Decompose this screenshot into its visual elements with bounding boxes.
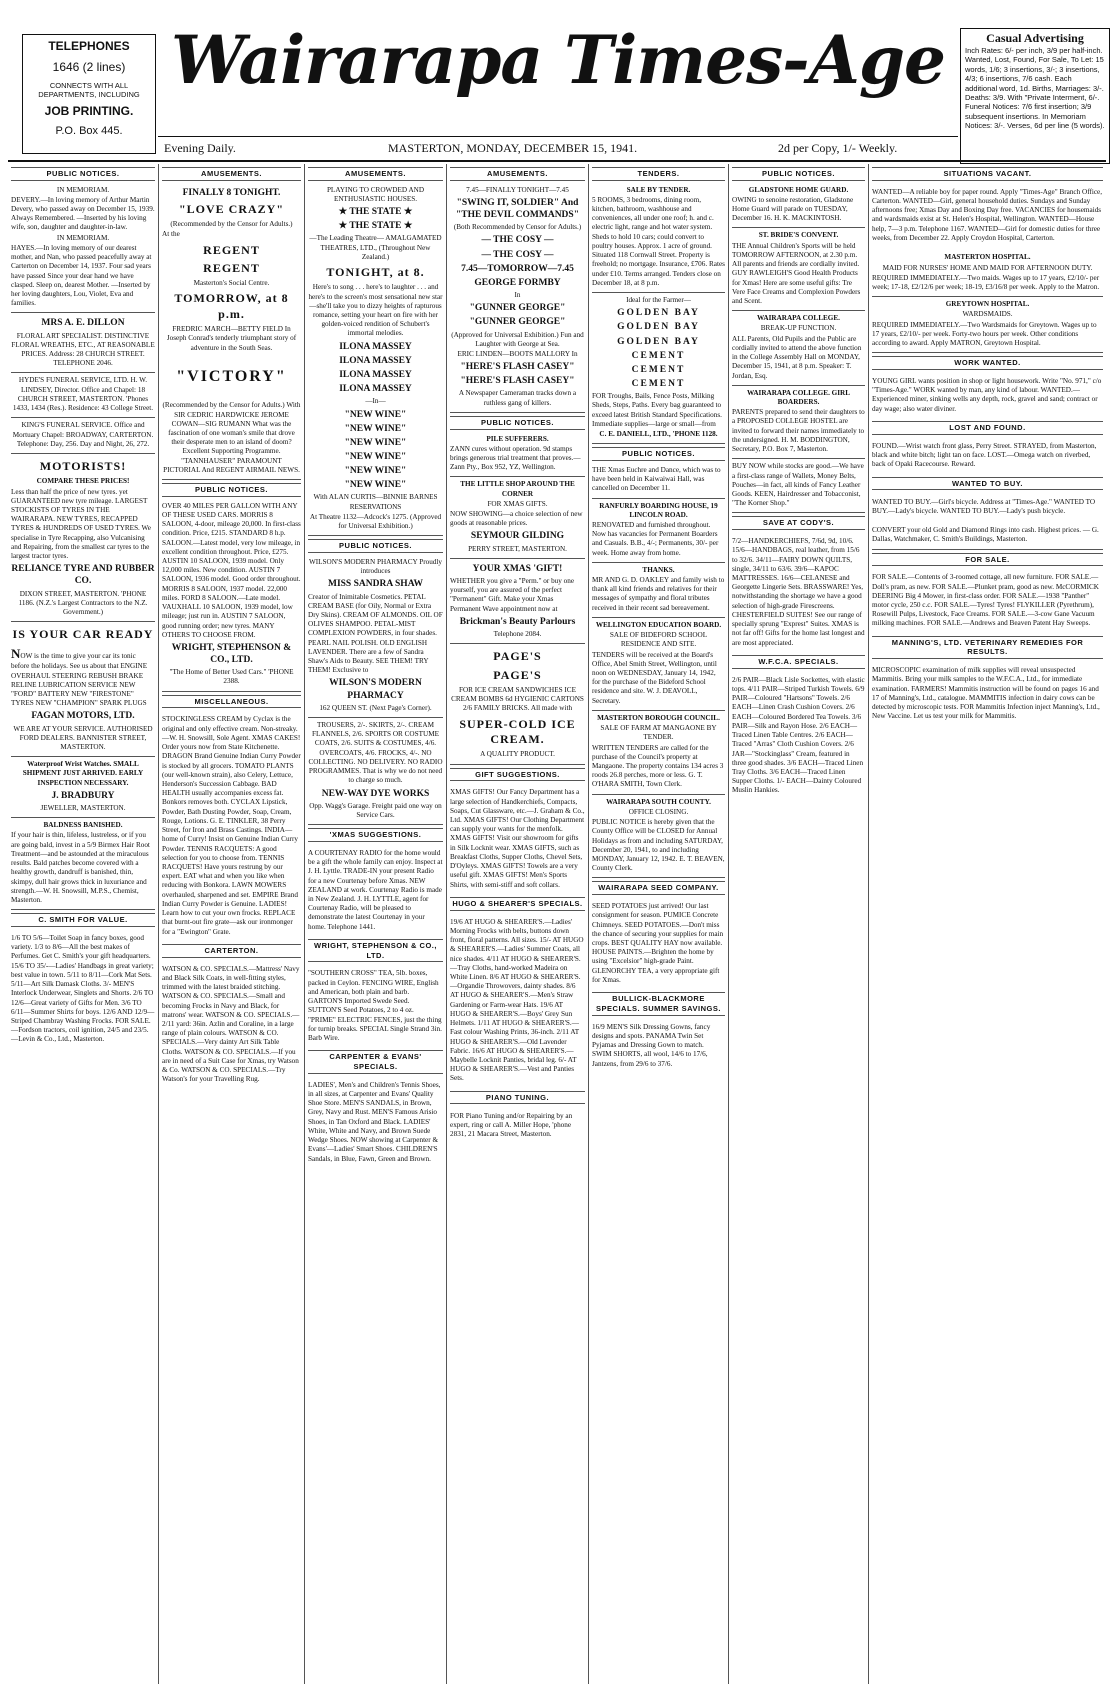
ad-text: FOUND.—Wrist watch front glass, Perry Street. STRAYED, from Masterton, black and white bitch; light tan on face. LOST.—Omega watch on riverbed, back of Opaki Racecourse. Reward. bbox=[872, 441, 1097, 469]
ad-title: SALE BY TENDER. bbox=[626, 185, 691, 194]
piles-ad bbox=[450, 432, 585, 478]
ad-subtitle: BREAK-UP FUNCTION. bbox=[760, 324, 837, 333]
bradbury-ad bbox=[11, 757, 155, 818]
column-6 bbox=[728, 164, 868, 1684]
ad-text: STOCKINGLESS CREAM by Cyclax is the original and only effective cream. Non-streaky.—W. H. Snowsill, Sole Agent. XMAS CAKES! Order yours now from State Kitchenette. DRAGON Brand Genuine Indian Curry Powder is stocked by all grocers. TOMATO PLANTS (our well-known strain), also Celery, Lettuce, Henderson's Succession Cabbage. BAD HEALTH usually accompanies excess fat. Bonkors removes both. CYCLAX Lipstick, Powder, Bath Dusting Powder, Soap, Cream, Rouge, Lotions. G. E. TINKLER, 38 Perry Street, for Iron and Brass Castings. INDIA—home of Curry! Insist on Genuine Indian Curry Powder. TENNIS RACQUETS: A good selection for you to choose from. TENNIS RACQUETS! Have yours restrung by our expert. EAT what and when you like when reducing with Bonkora. LAWN MOWERS overhauled, sharpened and set. EMPIRE Brand Indian Curry Powder is Genuine. LADIES! Learn how to cut your own frocks. REPLACE that burnt-out fire grate—ask our ironmonger for a "Ewington" Grate. bbox=[162, 715, 301, 936]
film-title: "NEW WINE" bbox=[344, 423, 407, 434]
ad-text: If your hair is thin, lifeless, lustreless, or if you are going bald, invest in a 5/9 Birmex Hair Root Treatment—and be astounded at the miraculous results. Bald patches become covered with a healthy growth, dandruff is banished, thin, skimpy, dull hair grows thick in luxuriance and strength.—W. H. Snowsill, M.P.S., Chemist, Masterton. bbox=[11, 831, 150, 904]
ad-text: WILSON'S MODERN PHARMACY Proudly introduces bbox=[308, 557, 442, 576]
star-name: ILONA MASSEY bbox=[339, 384, 412, 395]
ad-title: WELLINGTON EDUCATION BOARD. bbox=[595, 620, 722, 629]
section-heading: PUBLIC NOTICES. bbox=[162, 483, 301, 497]
ad-text: NOW SHOWING—a choice selection of new goods at reasonable prices. bbox=[450, 510, 583, 528]
ad-text: Telephone 2084. bbox=[493, 630, 542, 639]
ad-text: CONVERT your old Gold and Diamond Rings into cash. Highest prices. — G. Dallas, Watchmaker, C. Smith's Buildings, Masterton. bbox=[872, 526, 1099, 544]
ad-text: ZANN cures without operation. 9d stamps brings generous trial treatment that proves.—Zann Pty., Box 952, YZ, Wellington. bbox=[450, 444, 581, 472]
ad-title: YOUR XMAS 'GIFT! bbox=[472, 563, 563, 574]
ad-title: J. BRADBURY bbox=[51, 790, 115, 801]
ad-text: PLAYING TO CROWDED AND ENTHUSIASTIC HOUSES. bbox=[326, 185, 425, 203]
baldness-ad bbox=[11, 818, 155, 910]
ad-text: NOW is the time to give your car its tonic before the holidays. See us about that ENGINE OVERHAUL STEERING REBUSH BRAKE RELINE LUBRICATION SERVICE NEW "FORD" BATTERY NEW "FIRESTONE" TYRES NEW "CHAMPION" SPARK PLUGS bbox=[11, 645, 148, 708]
memoriam-title: IN MEMORIAM. bbox=[56, 185, 110, 194]
ad-title: BALDNESS BANISHED. bbox=[43, 821, 123, 830]
sale-by-tender-ad bbox=[592, 183, 725, 293]
ad-text: MR AND G. D. OAKLEY and family wish to thank all kind friends and relatives for their messages of sympathy and floral tributes received in their recent sad bereavement. bbox=[592, 576, 725, 612]
ad-text: (Recommended by the Censor for Adults.) With SIR CEDRIC HARDWICKE JEROME COWAN—SIG RUMANN What was the fascination of one woman's smile that drove their desperate men to an island of doom? Excellent Supporting Programme. "TANNHAUSER" PARAMOUNT PICTORIAL And REGENT AIRMAIL NEWS. bbox=[162, 401, 301, 474]
ad-title: SUPER-COLD ICE CREAM. bbox=[459, 716, 576, 746]
cement-ad bbox=[592, 293, 725, 444]
ad-text: A COURTENAY RADIO for the home would be a gift the whole family can enjoy. Inspect at J. H. Lyttle. TRADE-IN your present Radio for a new Courtenay before Xmas. NEW ZEALAND at work. Courtenay Radio is made in New Zealand. J. H. LYTTLE, agent for Courtenay Radio, will be pleased to demonstrate the latest Courtenay in your home. Telephone 1441. bbox=[308, 848, 443, 931]
ad-text: Masterton's Social Centre. bbox=[193, 279, 270, 288]
film-title: "NEW WINE" bbox=[344, 451, 407, 462]
column-2 bbox=[158, 164, 304, 1684]
ad-text: BUY NOW while stocks are good.—We have a first-class range of Wallets, Money Belts, Pouches—in fact, all kinds of Fancy Leather Goods. KEEN, Hairdresser and Tobacconist, "The Korner Shop." bbox=[732, 462, 864, 508]
column-4 bbox=[446, 164, 588, 1684]
ad-text: "The Home of Better Used Cars." 'PHONE 2388. bbox=[169, 668, 294, 686]
section-heading: WANTED TO BUY. bbox=[872, 477, 1103, 491]
ad-title: MISS SANDRA SHAW bbox=[327, 579, 424, 590]
ad-text: TENDERS will be received at the Board's Office, Abel Smith Street, Wellington, until noon on WEDNESDAY, January 14, 1942, for the purchase of the Bideford School residence and site. W. J. DEAVOLL, Secretary. bbox=[592, 650, 717, 705]
ad-text: PERRY STREET, MASTERTON. bbox=[468, 544, 567, 553]
ad-title: WAIRARAPA SOUTH COUNTY. bbox=[606, 797, 711, 806]
censor-note: (Both Recommended by Censor for Adults.) bbox=[453, 223, 582, 232]
ad-text: 7/2—HANDKERCHIEFS, 7/6d, 9d, 10/6. 15/6—HANDBAGS, real leather, from 15/6 to 32/6. 34/11—FAIRY DOWN QUILTS, single, 34/11 to 63/6. 39/6—KAPOC MATTRESSES. 16/6—CELANESE and Georgette Lingerie Sets. BRASSWARE! Yes, notwithstanding the shortage we have a good selection of high-grade Firescreens. CHESTERFIELD SUITES! See our range of specially sprung "Exprest" Suites. XMAS is not far off! Gifts for the home last longest and are most appreciated. bbox=[732, 537, 865, 647]
ad-text: 2/6 PAIR—Black Lisle Sockettes, with elastic tops. 4/11 PAIR—Striped Turkish Towels. 6/9 PAIR—Coloured "Hartsons" Towels. 2/6 EACH—Linen Crash Cushion Covers. 2/6 EACH—Coloured Bordered Tea Towels. 3/6 PAIR—Silk and Rayon Hose. 2/6 EACH—Traced Linen Table Centres. 2/6 EACH—Traced "Arras" Cloth Cushion Covers. 2/6 JAR—"Stockinglass" Cream, featured in three good shades. 3/6 EACH—Traced Linen Tray Cloths. 3/6 EACH—Traced Linen Supper Cloths. 1/- EACH—Dainty Coloured Muslin Hankies. bbox=[732, 675, 865, 795]
greytown-hospital-ad bbox=[872, 297, 1103, 353]
section-heading: FOR SALE. bbox=[872, 553, 1103, 567]
star-name: ILONA MASSEY bbox=[339, 341, 412, 352]
ad-text: KING'S FUNERAL SERVICE. Office and Mortuary Chapel: BROADWAY, CARTERTON. Telephone: Day, 256. Day and Night, 26, 272. bbox=[12, 421, 154, 448]
telephones-heading: TELEPHONES bbox=[48, 39, 130, 53]
ad-title: TOMORROW, at 8 p.m. bbox=[174, 291, 289, 321]
censor-note: (Recommended by the Censor for Adults.) bbox=[170, 220, 293, 229]
ad-text: RENOVATED and furnished throughout. Now has vacancies for Permanent Boarders and Casuals. B.B., 4/-; Permanents, 30/- per week. Home away from home. bbox=[592, 520, 719, 557]
ad-title: MRS A. E. DILLON bbox=[41, 318, 125, 329]
ad-text: 16/9 MEN'S Silk Dressing Gowns, fancy designs and spots. PANAMA Twin Set Pyjamas and Dressing Gown to match. SWIM SHORTS, all wool, 14/6 to 17/6, Jantzens, from 29/6 to 37/6. bbox=[592, 1022, 711, 1068]
ad-text: 19/6 AT HUGO & SHEARER'S.—Ladies' Morning Frocks with belts, buttons down front, floral patterns. All sizes. 15/- AT HUGO & SHEARER'S.—Ladies' Summer Coats, all nice shades. 4/11 AT HUGO & SHEARER'S.—Tray Cloths, hand-worked Madeira on White Linen. 8/6 AT HUGO & SHEARER'S.—Organdie Throwovers, dainty shades. 8/6 AT HUGO & SHEARER'S.—Men's Straw Gardening or Farm-wear Hats. 19/6 AT HUGO & SHEARER'S.—Boys' Grey Sun Helmets. 1/11 AT HUGO & SHEARER'S.—Fast colour Washing Prints, 36-inch. 2/11 AT HUGO & SHEARER'S.—Old Lavender Fabric. 16/6 AT HUGO & SHEARER'S.—Maybelle Locknit Panties, bridal leg. 6/- AT HUGO & SHEARER'S.—Vest and Panties Sets. bbox=[450, 917, 584, 1083]
ad-subtitle: SALE OF FARM AT MANGAONE BY TENDER. bbox=[600, 724, 717, 742]
education-board-ad bbox=[592, 618, 725, 711]
dillon-ad bbox=[11, 313, 155, 373]
ad-title: 7.45—TOMORROW—7.45 bbox=[461, 263, 574, 274]
ad-title: PAGE'S bbox=[493, 649, 542, 664]
ad-title: MASTERTON HOSPITAL. bbox=[944, 253, 1031, 262]
ad-text: WANTED TO BUY.—Girl's bicycle. Address at "Times-Age." WANTED TO BUY.—Lady's bicycle. WANTED TO BUY.—Lady's push bicycle. bbox=[872, 497, 1096, 515]
ad-title: RELIANCE TYRE AND RUBBER CO. bbox=[11, 564, 155, 587]
ad-text: Ideal for the Farmer— bbox=[626, 296, 691, 304]
ad-text: MICROSCOPIC examination of milk supplies will reveal unsuspected Mammitis. Bring your milk samples to the W.F.C.A., Ltd., for immediate examination. FARMERS! Mammitis instruction will be found on pages 16 and 17 of Manning's, Ltd., catalogue. MAMMITIS infection in dairy cows can be detected by microscopic tests. FOR Mammitis Infection inject Manning's, Ltd., New Vaccine. Let us test your milk for Mammitis. bbox=[872, 666, 1100, 721]
section-heading: SAVE AT CODY'S. bbox=[732, 516, 865, 530]
wilsons-ad bbox=[308, 555, 443, 718]
section-heading: LOST AND FOUND. bbox=[872, 421, 1103, 435]
theatre-name: ★ THE STATE ★ bbox=[338, 207, 413, 218]
film-title: "NEW WINE" bbox=[344, 480, 407, 491]
memoriam-text: DEVERY.—In loving memory of Arthur Martin Devery, who passed away on December 15, 1939. Always Remembered. —Inserted by his loving wife, son, daughter and daughter-in-law. bbox=[11, 195, 155, 232]
column-heading: AMUSEMENTS. bbox=[450, 167, 585, 181]
ad-text: XMAS GIFTS! Our Fancy Department has a large selection of Handkerchiefs, Compacts, Soaps, Cut Glassware, etc.—J. Graham & Co., Ltd. XMAS GIFTS! Our Clothing Department can supply your wants for the menfolk. XMAS GIFTS! Visit our showroom for gifts in Silk Locknit wear. XMAS GIFTS, such as Breakfast Cloths, Supper Cloths, Chevel Sets, D'Oyleys. XMAS GIFTS! Towels are a very useful gift. XMAS GIFTS! Men's Sports Shirts, with semi-stiff and soft collars. bbox=[450, 788, 585, 889]
ad-text: YOUNG GIRL wants position in shop or light housework. Write "No. 971," c/o "Times-Age." WORK wanted by man, any kind of labour. WANTED.—Experienced miner, sinking wells any depth, rock, gravel and sand; contract or day wage; also water diviner. bbox=[872, 377, 1102, 413]
ad-subtitle: SALE OF BIDEFORD SCHOOL RESIDENCE AND SITE. bbox=[609, 631, 708, 649]
ad-title: WAIRARAPA COLLEGE. bbox=[757, 314, 840, 323]
casual-heading: Casual Advertising bbox=[986, 31, 1084, 45]
film-title: "NEW WINE" bbox=[344, 409, 407, 420]
ad-title: GLADSTONE HOME GUARD. bbox=[748, 185, 849, 194]
ad-text: THE Annual Children's Sports will be held TOMORROW AFTERNOON, at 2.30 p.m. All parents and friends are cordially invited. GUY RAWLEIGH'S Good Health Products for Xmas! Here are some useful gifts: Tre Vere Face Creams and Complexion Powders and Scent. bbox=[732, 241, 861, 305]
ad-text: FOR SALE.—Contents of 3-roomed cottage, all new furniture. FOR SALE.—Doll's pram, as new. FOR SALE.—Plunket pram, good as new. McCORMICK DEERING Big 4 Mower, in first-class order. FOR SALE.—1938 "Panther" motor cycle, 250 c.c. FOR SALE.—Tyres! Tyres! FLYKILLER (Pyrethrum), Rosewill Pulps, Livestock, Face Creams. FOR SALE.—3-cow Gane Vacuum milking machines. FOR SALE.—Andrews and Beaven Patent Hay Sweeps. bbox=[872, 573, 1099, 628]
telephones-line: 1646 (2 lines) bbox=[52, 60, 126, 74]
motorists-ad bbox=[11, 454, 155, 622]
theatre-name: ★ THE STATE ★ bbox=[338, 221, 413, 232]
ad-subtitle: Waterproof Wrist Watches. SMALL SHIPMENT JUST ARRIVED. EARLY INSPECTION NECESSARY. bbox=[22, 760, 144, 787]
section-heading: MISCELLANEOUS. bbox=[162, 695, 301, 709]
ad-title: GOLDEN BAY bbox=[617, 308, 700, 319]
cosy-ad bbox=[450, 183, 585, 413]
ad-text: PARENTS prepared to send their daughters to a PROPOSED COLLEGE HOSTEL are invited to forward their names immediately to the undersigned. H. M. BODDINGTON, Secretary, P.O. Box 7, Masterton. bbox=[732, 408, 865, 454]
column-heading: AMUSEMENTS. bbox=[308, 167, 443, 181]
ad-text: JEWELLER, MASTERTON. bbox=[40, 804, 126, 812]
edition-line bbox=[158, 136, 958, 159]
column-heading: AMUSEMENTS. bbox=[162, 167, 301, 181]
ad-title: GREYTOWN HOSPITAL. bbox=[945, 300, 1030, 309]
ad-text: Here's to song . . . here's to laughter . . . and here's to the screen's most sensational new star—she'll take you to dizzy heights of rapturous romance, setting your heart on fire with her golden-voiced rendition of Schubert's immortal melodies. bbox=[308, 283, 443, 338]
ad-text: SEED POTATOES just arrived! Our last consignment for season. PUMICE Concrete Chimneys. SEED POTATOES.—Don't miss the chance of securing your supplies for main crops. BEST QUALITY HAY now available. HOUSE PAINTS.—Brighten the home by using "Excelsior" high-grade Paint. GLENORCHY TEA, a very appropriate gift for Xmas. bbox=[592, 902, 724, 984]
film-title: "SWING IT, SOLDIER" And "THE DEVIL COMMANDS" bbox=[456, 197, 579, 220]
ad-title: THANKS. bbox=[642, 565, 675, 574]
section-heading: MANNING'S, LTD. VETERINARY REMEDIES FOR RESULTS. bbox=[872, 636, 1103, 659]
ad-text: With ALAN CURTIS—BINNIE BARNES RESERVATIONS bbox=[313, 493, 438, 511]
hyde-ad bbox=[11, 373, 155, 418]
ad-text: HYDE'S FUNERAL SERVICE, LTD. H. W. LINDSEY, Director. Office and Chapel: 18 CHURCH STREET, MASTERTON. 'Phones 1433, 1434 (Res.). Residence: 43 College Street. bbox=[12, 376, 154, 413]
telephones-connects: CONNECTS WITH ALL DEPARTMENTS, INCLUDING bbox=[38, 81, 140, 100]
ad-text: REQUIRED IMMEDIATELY.—Two Wardsmaids for Greytown. Wages up to 17 years, £2/10/- per week. Forty-two hours per week. Other conditions according to award. Apply MATRON, Greytown Hospital. bbox=[872, 320, 1097, 348]
ad-title: WRIGHT, STEPHENSON & CO., LTD. bbox=[171, 642, 292, 666]
section-heading: HUGO & SHEARER'S SPECIALS. bbox=[450, 897, 585, 911]
ad-title: FINALLY 8 TONIGHT. bbox=[182, 187, 281, 198]
convent-ad bbox=[732, 228, 865, 311]
ad-title: CEMENT bbox=[631, 379, 686, 389]
dateline: MASTERTON, MONDAY, DECEMBER 15, 1941. bbox=[388, 141, 638, 155]
ad-text: LADIES', Men's and Children's Tennis Shoes, in all sizes, at Carpenter and Evans' Quality Shoe Store. MEN'S SANDALS, in Brown, Grey, Navy and Rust. MEN'S Famous Arisio Shoes, in Tan Oxford and Black. LADIES' White, White and Navy, and Brown Suede Wedge Shoes. NOW showing at Carpenter & Evans'—Ladies' Smart Shoes. CHILDREN'S Sandals, in Blue, Fawn, Green and Brown. bbox=[308, 1080, 441, 1163]
film-title: "GUNNER GEORGE" bbox=[469, 303, 566, 314]
memoriam-title: IN MEMORIAM. bbox=[56, 233, 110, 242]
column-7 bbox=[868, 164, 1106, 1684]
ad-title: CEMENT bbox=[631, 364, 686, 375]
edition: Evening Daily. bbox=[164, 141, 236, 155]
section-heading: C. SMITH FOR VALUE. bbox=[11, 913, 155, 927]
section-heading: PUBLIC NOTICES. bbox=[308, 539, 443, 553]
ad-text: 5 ROOMS, 3 bedrooms, dining room, kitchen, bathroom, washhouse and conveniences, all under one roof; h. and c. electric light, range and hot water system. Sheds to hold 10 cars; could convert to poultry houses. Approx. 1 acre of ground. Situated 118 Cornwall Street. Property is freehold; no mortgage. Insurance, £706. Rates under £10. Terms arranged. Tenders close on December 18, at 8 p.m. bbox=[592, 195, 725, 287]
ad-text: Creator of Inimitable Cosmetics. PETAL CREAM BASE (for Oily, Normal or Extra Dry Skins). CREAM OF ALMONDS. OIL OF OLIVES SHAMPOO. PETAL-MIST COMPLEXION POWDERS, in four shades. PEARL NAIL POLISH. OLD ENGLISH LAVENDER. There are a few of Sandra Shaw's Aids to Beauty. SEE THEM! TRY THEM! Exclusive to bbox=[308, 592, 443, 675]
ad-text: "SOUTHERN CROSS" TEA, 5lb. boxes, packed in Ceylon. FENCING WIRE, English and American, both plain and barb. GARTON'S Imported Swede Seed. SUTTON'S Seed Potatoes, 2 to 4 oz. "PRIME" ELECTRIC FENCES, just the thing for turnip breaks. SPECIAL Single Strand 3in. Barb Wire. bbox=[308, 969, 442, 1042]
ad-title: ST. BRIDE'S CONVENT. bbox=[758, 231, 839, 240]
section-heading: CARTERTON. bbox=[162, 944, 301, 958]
film-title: "GUNNER GEORGE" bbox=[469, 317, 566, 328]
section-heading: 'XMAS SUGGESTIONS. bbox=[308, 828, 443, 842]
section-heading: WAIRARAPA SEED COMPANY. bbox=[592, 881, 725, 895]
ad-subtitle: MAID FOR NURSES' HOME AND MAID FOR AFTERNOON DUTY. bbox=[882, 263, 1093, 272]
ad-text: OWING to senoine restoration, Gladstone Home Guard will parade on TUESDAY, December 16. H. K. MACKINTOSH. bbox=[732, 195, 854, 223]
ad-text: In bbox=[514, 290, 521, 299]
section-heading: PUBLIC NOTICES. bbox=[592, 447, 725, 461]
pages-ad bbox=[450, 644, 585, 764]
kings-ad bbox=[11, 418, 155, 454]
girl-boarders-ad bbox=[732, 386, 865, 460]
section-heading: GIFT SUGGESTIONS. bbox=[450, 768, 585, 782]
column-heading: PUBLIC NOTICES. bbox=[732, 167, 865, 181]
film-title: "HERE'S FLASH CASEY" bbox=[460, 376, 575, 387]
ad-text: FOR Piano Tuning and/or Repairing by an expert, ring or call A. Miller Hope, 'phone 2831, 21 Macara Street, Masterton. bbox=[450, 1111, 573, 1139]
ad-title: RANFURLY BOARDING HOUSE, 19 LINCOLN ROAD. bbox=[599, 501, 718, 519]
college-ad bbox=[732, 311, 865, 386]
gilding-ad bbox=[450, 477, 585, 558]
ad-title: MOTORISTS! bbox=[39, 459, 127, 473]
fagan-ad bbox=[11, 622, 155, 757]
film-title: "NEW WINE" bbox=[344, 437, 407, 448]
star-name: ILONA MASSEY bbox=[339, 369, 412, 380]
ad-title: WAIRARAPA COLLEGE. GIRL BOARDERS. bbox=[746, 388, 851, 406]
ad-text: 162 QUEEN ST. (Next Page's Corner). bbox=[319, 703, 432, 712]
column-1 bbox=[8, 164, 158, 1684]
ad-text: THE Xmas Euchre and Dance, which was to have been held in Kaiwaiwai Hall, was cancelled on December 11. bbox=[592, 465, 721, 493]
ad-text: (Approved for Universal Exhibition.) Fun and Laughter with George at Sea. bbox=[451, 330, 584, 348]
ad-text: WANTED—A reliable boy for paper round. Apply "Times-Age" Branch Office, Carterton. WANTED—Girl, general household duties. Sundays and Sunday afternoons free; Xmas Day and Boxing Day free. VACANCIES for housemaids and wardsmaids exist at St. Helen's Hospital, Wellington. WANTED—House help, 7—3 p.m. Telephone 1167. WANTED—Girl for domestic duties for three weeks, from December 22. Apply Croydon Hospital, Carterton. bbox=[872, 187, 1103, 242]
po-box: P.O. Box 445. bbox=[55, 124, 123, 137]
dye-works-ad bbox=[308, 718, 443, 825]
ad-title: WILSON'S MODERN PHARMACY bbox=[329, 678, 422, 701]
ad-text: WHETHER you give a "Perm." or buy one yourself, you are assured of the perfect "Permanent" Gift. Make your Xmas Permanent Wave appointment now at bbox=[450, 577, 575, 613]
ad-text: WATSON & CO. SPECIALS.—Mattress' Navy and Black Silk Coats, in well-fitting styles, trimmed with the latest braided stitching. WATSON & CO. SPECIALS.—Small and becoming Frocks in Navy and Black, for matrons' wear. WATSON & CO. SPECIALS.—2/11 yard: 36in. Azlin and Coraline, in a large range of plain colours. WATSON & CO. SPECIALS.—Very dainty Art Silk Table Cloths. WATSON & CO. SPECIALS.—If you are in need of a Suit Case for Xmas, try Watson & Co. WATSON & CO. SPECIALS.—Try Watson's for your Travelling Rug. bbox=[162, 964, 300, 1084]
ad-text: At Theatre 1132—Adcock's 1275. (Approved for Universal Exhibition.) bbox=[309, 512, 442, 531]
film-title: "NEW WINE" bbox=[344, 466, 407, 477]
price: 2d per Copy, 1/- Weekly. bbox=[778, 141, 898, 155]
ad-text: DIXON STREET, MASTERTON. 'PHONE 1186. (N.Z.'s Largest Contractors to the N.Z. Government.) bbox=[18, 589, 148, 617]
section-heading: PIANO TUNING. bbox=[450, 1091, 585, 1105]
ad-text: A QUALITY PRODUCT. bbox=[480, 750, 555, 759]
memoriam-text: HAYES.—In loving memory of our dearest mother, and Nan, who passed peacefully away at Carterton on December 14, 1937. Four sad years have passed Since your dear hand we have clasped. Sleep on, dearest Mother. —Inserted by her loving daughters, Lou, Violet, Eva and families. bbox=[11, 243, 152, 308]
ad-text: ALL Parents, Old Pupils and the Public are cordially invited to attend the above function in the College Assembly Hall on MONDAY, December 15, 1941, at 8 p.m. Speaker: T. Jordan, Esq. bbox=[732, 334, 862, 380]
masthead-rule bbox=[8, 160, 1106, 162]
ad-title: NEW-WAY DYE WORKS bbox=[321, 788, 430, 799]
ad-subtitle: COMPARE THESE PRICES! bbox=[36, 477, 130, 486]
dallas-ad bbox=[872, 523, 1103, 549]
column-heading: SITUATIONS VACANT. bbox=[872, 167, 1103, 181]
ad-text: 1/6 TO 5/6—Toilet Soap in fancy boxes, good variety. 1/3 to 8/6—All the best makes of Perfumes. Get C. Smith's your gift headquarters. 15/6 TO 35/-—Ladies' Handbags in great variety; best value in town. 5/11 to 8/11—Cork Mat Sets. 5/11—Art Silk Damask Cloths. 3/- MEN'S Interlock Underwear, Singlets and Shorts. 2/6 TO 12/6—Great variety of Gifts for Men. 3/6 TO 6/11—Summer Shirts for boys. 12/6 AND 12/9—Striped Chambray Washing Frocks. FOR SALE.—Fordson tractors, coil ignition, 24/5 and 23/5.—Levin & Co., Ltd., Masterton. bbox=[11, 933, 155, 1044]
ad-text: FOR Troughs, Bails, Fence Posts, Milking Sheds, Steps, Paths. Every bag guaranteed to exceed latest British Standard Specifications. Immediate supplies—large or small—from bbox=[592, 392, 722, 428]
ad-title: SEYMOUR GILDING bbox=[470, 531, 565, 542]
regent-ad bbox=[162, 183, 301, 480]
ad-text: FOR XMAS GIFTS. bbox=[487, 499, 548, 508]
ad-title: IS YOUR CAR READY bbox=[12, 627, 154, 642]
film-title: "LOVE CRAZY" bbox=[179, 201, 284, 216]
ad-text: WE ARE AT YOUR SERVICE. AUTHORISED FORD DEALERS. BANNISTER STREET, MASTERTON. bbox=[13, 724, 153, 751]
ad-title: Brickman's Beauty Parlours bbox=[459, 616, 576, 627]
theatre-name: — THE COSY — bbox=[481, 249, 554, 260]
ad-text: —In— bbox=[365, 397, 386, 406]
ad-title: GOLDEN BAY bbox=[617, 322, 700, 333]
kaiwai-ad bbox=[592, 463, 725, 499]
star-name: GEORGE FORMBY bbox=[474, 277, 561, 288]
section-heading: WORK WANTED. bbox=[872, 356, 1103, 370]
ad-text: A Newspaper Cameraman tracks down a ruthless gang of killers. bbox=[458, 389, 577, 407]
home-guard-ad bbox=[732, 183, 865, 229]
ad-title: PAGE'S bbox=[493, 667, 542, 682]
county-ad bbox=[592, 795, 725, 879]
theatre-name: REGENT bbox=[203, 242, 260, 257]
column-3 bbox=[304, 164, 446, 1684]
ad-text: FLORAL ART SPECIALIST. DISTINCTIVE FLORAL WREATHS, ETC., AT REASONABLE PRICES. Address: 28 CHURCH STREET. TELEPHONE 2046. bbox=[11, 331, 155, 368]
column-heading: TENDERS. bbox=[592, 167, 725, 181]
ad-title: GOLDEN BAY bbox=[617, 336, 700, 347]
ad-text: —The Leading Theatre— AMALGAMATED THEATRES, LTD., (Throughout New Zealand.) bbox=[309, 234, 442, 261]
ad-subtitle: WARDSMAIDS. bbox=[962, 310, 1013, 319]
ad-text: WRITTEN TENDERS are called for the purchase of the Council's property at Mangaone. The property contains 134 acres 3 roods 26.8 perches, more or less. G. T. O'HARA SMITH, Town Clerk. bbox=[592, 743, 724, 789]
ad-subtitle: OFFICE CLOSING. bbox=[628, 807, 689, 816]
ad-text: 7.45—FINALLY TONIGHT—7.45 bbox=[466, 185, 569, 194]
film-title: "HERE'S FLASH CASEY" bbox=[460, 362, 575, 373]
casual-advertising-box bbox=[960, 28, 1110, 164]
borough-ad bbox=[592, 711, 725, 795]
casual-text: Inch Rates: 6/- per inch, 3/9 per half-inch. Wanted, Lost, Found, For Sale, To Let: 15 words, 1/6; 3 insertions, 3/-; 3 insertions, 4/3; 6 insertions, 7/6 cash. Each additional word, 1d. Births, Marriages: 3/-. Deaths: 3/9. With "Private Interment, 6/-. Funeral Notices: 7/6 first insertion; 3/9 subsequent insertions. In Memoriam Notices: 3/-. Verses, 6d per line (5 words). bbox=[965, 46, 1105, 130]
section-heading: WRIGHT, STEPHENSON & CO., LTD. bbox=[308, 939, 443, 962]
ad-text: ERIC LINDEN—BOOTS MALLORY In bbox=[457, 349, 578, 358]
ad-title: PILE SUFFERERS. bbox=[486, 434, 549, 443]
newspaper-title: Wairarapa Times-Age bbox=[170, 21, 946, 99]
ad-text: OVER 40 MILES PER GALLON WITH ANY OF THESE USED CARS. MORRIS 8 SALOON, 4-door, mileage 20,000. In first-class condition. Price, £215. STANDARD 8 h.p. SALOON.—Latest model, very low mileage, in excellent condition throughout. Price, £275. AUSTIN 10 SALOON, 1939 model. Only 12,000 miles. New condition. AUSTIN 7 SALOON, 1936 model. Good order throughout. MORRIS 8 SALOON, 1937 model. 22,000 miles. FORD 8 SALOON.—Late model. VAUXHALL 10 SALOON, 1939 model, low mileage; just run in. AUSTIN 7 SALOON, good running order; new tyres. MANY OTHERS TO CHOOSE FROM. bbox=[162, 501, 301, 639]
job-printing: JOB PRINTING. bbox=[44, 103, 134, 118]
masthead bbox=[8, 10, 1106, 160]
ad-text: At the bbox=[162, 230, 180, 239]
used-cars-ad bbox=[162, 499, 301, 692]
ad-title: CEMENT bbox=[631, 350, 686, 361]
ad-text: Opp. Wagg's Garage. Freight paid one way on Service Cars. bbox=[309, 801, 442, 819]
ranfurly-ad bbox=[592, 499, 725, 563]
ad-text: TROUSERS, 2/-. SKIRTS, 2/-. CREAM FLANNELS, 2/6. SPORTS OR COSTUME COATS, 2/6. SUITS & COSTUMES, 4/6. OVERCOATS, 4/6. FROCKS, 4/-. NO COLLECTING. NO DELIVERY. NO RADIO PROGRAMMES. That is why we do not need to charge so much. bbox=[308, 721, 443, 785]
thanks-ad bbox=[592, 563, 725, 618]
ad-title: TONIGHT, at 8. bbox=[326, 265, 425, 279]
korner-shop-ad bbox=[732, 459, 865, 513]
column-heading: PUBLIC NOTICES. bbox=[11, 167, 155, 181]
ad-text: REQUIRED IMMEDIATELY.—Two maids. Wages up to 17 years, £2/10/- per week; 17-18, £2/12/6 per week; 18-19, £3/16/8 per week. Apply to the Matron. bbox=[872, 273, 1100, 291]
ad-text: FREDRIC MARCH—BETTY FIELD In Joseph Conrad's tenderly triumphant story of adventure in the South Seas. bbox=[166, 325, 297, 352]
column-5 bbox=[588, 164, 728, 1684]
ad-title: THE LITTLE SHOP AROUND THE CORNER bbox=[460, 480, 575, 498]
theatre-name: REGENT bbox=[203, 260, 260, 275]
section-heading: PUBLIC NOTICES. bbox=[450, 416, 585, 430]
state-ad bbox=[308, 183, 443, 537]
theatre-name: — THE COSY — bbox=[481, 235, 554, 246]
ad-text: PUBLIC NOTICE is hereby given that the County Office will be CLOSED for Annual Holidays as from and including SATURDAY, December 20, 1941, to and including MONDAY, January 12, 1942. E. T. BEAVEN, County Clerk. bbox=[592, 818, 725, 873]
memoriam-ad bbox=[11, 183, 155, 314]
star-name: ILONA MASSEY bbox=[339, 355, 412, 366]
section-heading: CARPENTER & EVANS' SPECIALS. bbox=[308, 1050, 443, 1073]
section-heading: BULLICK-BLACKMORE SPECIALS. SUMMER SAVINGS. bbox=[592, 992, 725, 1015]
brickman-ad bbox=[450, 559, 585, 644]
masterton-hospital-ad bbox=[872, 250, 1103, 297]
section-heading: W.F.C.A. SPECIALS. bbox=[732, 655, 865, 669]
ad-title: FAGAN MOTORS, LTD. bbox=[31, 711, 135, 722]
film-title: "VICTORY" bbox=[176, 367, 287, 385]
ad-title: MASTERTON BOROUGH COUNCIL. bbox=[597, 713, 720, 722]
ad-text: Less than half the price of new tyres. yet GUARANTEED new tyre mileage. LARGEST STOCKISTS OF TYRES IN THE WAIRARAPA. NEW TYRES, RECAPPED TYRES & HUNDREDS OF USED TYRES. We specialise in Tyre Recapping, also Vulcanising and Repairing, from the smallest car tyres to the largest tractor tyres. bbox=[11, 487, 151, 561]
telephones-box bbox=[22, 34, 156, 154]
ad-text: C. E. DANIELL, LTD., 'PHONE 1128. bbox=[599, 430, 718, 439]
ad-text: FOR ICE CREAM SANDWICHES ICE CREAM BOMBS 6d HYGIENIC CARTONS 2/6 FAMILY BRICKS. All made with bbox=[451, 685, 584, 713]
